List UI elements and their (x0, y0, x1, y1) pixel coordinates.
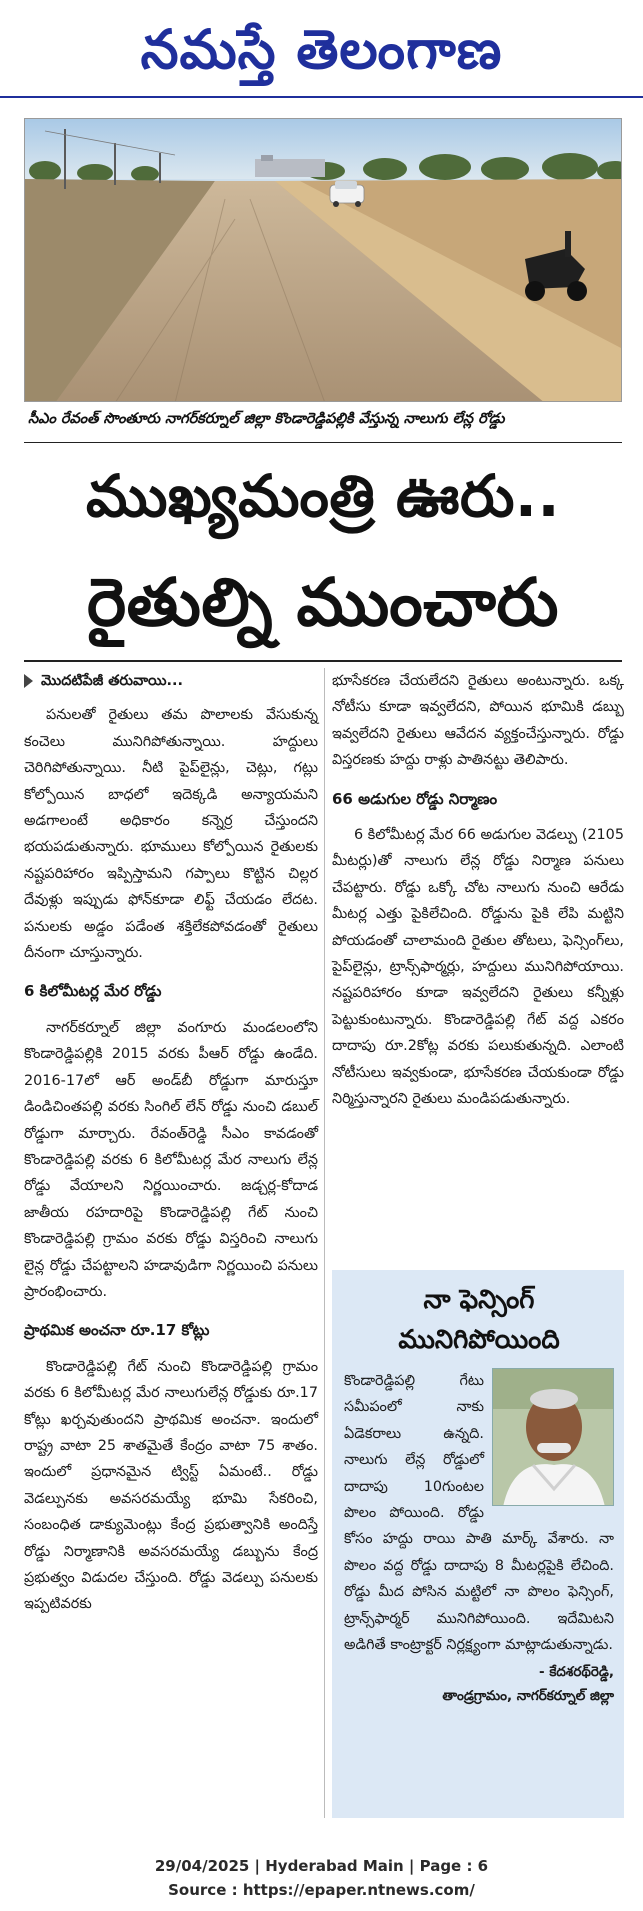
headline-line-2: రైతుల్ని ముంచారు (87, 564, 559, 641)
masthead (0, 0, 643, 118)
article-right-column (332, 668, 624, 1119)
farmer-quote-box (332, 1270, 624, 1818)
column-divider (324, 668, 325, 1818)
article-paragraph: భూసేకరణ చేయలేదని రైతులు అంటున్నారు. ఒక్క నోటీసు కూడా ఇవ్వలేదని, పోయిన భూమికి డబ్బు ఇవ్వలేదని రైతులు ఆవేదన వ్యక్తంచేస్తున్నారు. రోడ్డు విస్తరణకు హద్దు రాళ్లు పాతినట్టు తెలిపారు. (332, 673, 624, 769)
quote-signature: - కేదశరథ్‌రెడ్డి, (539, 1664, 614, 1681)
continued-from-front-page (24, 668, 318, 694)
article-subheading: ప్రాథమిక అంచనా రూ.17 కోట్లు (24, 1321, 210, 1340)
road-construction-photo (25, 119, 622, 402)
newspaper-title: నమస్తే తెలంగాణ (140, 17, 503, 81)
article-subheading: 66 అడుగుల రోడ్డు నిర్మాణం (332, 789, 498, 808)
article-paragraph: కొండారెడ్డిపల్లి గేట్ నుంచి కొండారెడ్డిపల్లి గ్రామం వరకు 6 కిలోమీటర్ల మేర నాలుగులేన్ల రోడ్డుకు రూ.17 కోట్లు ఖర్చవుతుందని ప్రాథమిక అంచనా. ఇందులో రాష్ట్ర వాటా 25 శాతమైతే కేంద్రం వాటా 75 శాతం. ఇందులో ప్రధానమైన ట్విస్ట్ ఏమంటే.. రోడ్డు వెడల్పునకు అవసరమయ్యే భూమి సేకరించి, సంబంధిత డాక్యుమెంట్లు కేంద్ర ప్రభుత్వానికి అందిస్తే రోడ్డు నిర్మాణానికి అవసరమయ్యే డబ్బును కేంద్ర ప్రభుత్వం విడుదల చేస్తుంది. రోడ్డు వెడల్పు పనులకు ఇప్పటివరకు (24, 1358, 318, 1613)
headline-divider (24, 660, 622, 662)
masthead-divider (0, 96, 643, 98)
news-photo (24, 118, 622, 402)
farmer-photo (493, 1369, 614, 1506)
quote-place: తాండ్రగ్రామం, నాగర్‌కర్నూల్ జిల్లా (442, 1688, 614, 1705)
quote-text: కొండారెడ్డిపల్లి గేటు సమీపంలో నాకు ఏడెకరాలు ఉన్నది. నాలుగు లేన్ల రోడ్డులో దాదాపు 10గుంటల పొలం పోయింది. రోడ్డు కోసం హద్దు రాయి పాతి మార్క్ వేశారు. నా పొలం వద్ద రోడ్డు దాదాపు 8 మీటర్లపైకి లేచింది. రోడ్డు మీద పోసిన మట్టిలో నా పొలం ఫెన్సింగ్, ట్రాన్స్‌ఫార్మర్ మునిగిపోయింది. ఇదేమిటని అడిగితే కాంట్రాక్టర్ నిర్లక్ష్యంగా మాట్లాడుతున్నాడు. (344, 1373, 614, 1654)
article-paragraph: పనులతో రైతులు తమ పొలాలకు వేసుకున్న కంచెలు మునిగిపోతున్నాయి. హద్దులు చెరిగిపోతున్నాయి. నీటి పైప్‌లైన్లు, చెట్లు, గట్లు కోల్పోయిన బాధలో ఇదెక్కడి అన్యాయమని అడగాలంటే అధికారం కన్నెర్ర చేస్తుందని భయపడుతున్నారు. భూములు కోల్పోయిన రైతులకు నష్టపరిహారం ఇప్పిస్తామని గప్పాలు కొట్టిన చిల్లర దేవుళ్లు ఇప్పుడు ఫోన్‌కూడా లిఫ్ట్ చేయడం లేదట. పనులకు అడ్డం పడేంత శక్తిలేకపోవడంతో రైతులు దీనంగా చూస్తున్నారు. (24, 707, 318, 962)
source-url: Source : https://epaper.ntnews.com/ (168, 1881, 475, 1899)
farmer-portrait (492, 1368, 614, 1506)
photo-caption: సీఎం రేవంత్ సొంతూరు నాగర్‌కర్నూల్ జిల్లా కొండారెడ్డిపల్లికి వేస్తున్న నాలుగు లేన్ల రోడ్డు (24, 405, 622, 443)
quote-body (344, 1368, 614, 1658)
chevron-right-icon (24, 674, 33, 688)
article-subheading: 6 కిలోమీటర్ల మేర రోడ్డు (24, 982, 162, 1001)
page-footer (0, 1854, 643, 1902)
article-paragraph: నాగర్‌కర్నూల్ జిల్లా వంగూరు మండలంలోని కొండారెడ్డిపల్లికి 2015 వరకు పీఆర్ రోడ్డు ఉండేది. 2016-17లో ఆర్ అండ్‌బీ రోడ్డుగా మారుస్తూ డిండిచింతపల్లి వరకు సింగిల్ లేన్ రోడ్డు నుంచి డబుల్ రోడ్డుగా మార్చారు. రేవంత్‌రెడ్డి సీఎం కావడంతో కొండారెడ్డిపల్లి వరకు 6 కిలోమీటర్ల మేర నాలుగు లేన్ల రోడ్డు వేయాలని నిర్ణయించారు. జడ్చర్ల-కోదాడ జాతీయ రహదారిపై కొండారెడ్డిపల్లి గేట్ నుంచి కొండారెడ్డిపల్లి గ్రామం వరకు రోడ్డు విస్తరించి నాలుగు లైన్ల రోడ్డు చేపట్టాలని హడావుడిగా నిర్ణయించి పనులు ప్రారంభించారు. (24, 1019, 318, 1300)
quote-title-line-2: మునిగిపోయింది (398, 1325, 560, 1355)
quote-title-line-1: నా ఫెన్సింగ్ (423, 1285, 535, 1315)
article-paragraph: 6 కిలోమీటర్ల మేర 66 అడుగుల వెడల్పు (2105 మీటర్లు)తో నాలుగు లేన్ల రోడ్డు నిర్మాణ పనులు చేపట్టారు. రోడ్డు ఒక్కో చోట నాలుగు నుంచి ఆరేడు మీటర్ల ఎత్తు పైకిలేచింది. రోడ్డును పైకి లేపి మట్టిని పోయడంతో చాలామంది రైతుల తోటలు, ఫెన్సింగ్‌లు, పైప్‌లైన్లు, ట్రాన్స్‌ఫార్మర్లు, హద్దులు మునిగిపోయాయి. నష్టపరిహారం కూడా ఇవ్వలేదని రైతులు కన్నీళ్లు పెట్టుకుంటున్నారు. కొండారెడ్డిపల్లి గేట్ వద్ద ఎకరం దాదాపు రూ.2కోట్ల వరకు పలుకుతున్నది. ఎలాంటి నోటీసులు ఇవ్వకుండా, భూసేకరణ చేయకుండా రోడ్డు నిర్మిస్తున్నారని రైతులు మండిపడుతున్నారు. (332, 827, 624, 1108)
article-left-column (24, 668, 318, 1624)
continued-label: మొదటిపేజీ తరువాయి... (41, 673, 183, 689)
edition-info: 29/04/2025 | Hyderabad Main | Page : 6 (154, 1857, 489, 1875)
headline-line-1: ముఖ్యమంత్రి ఊరు.. (85, 462, 560, 530)
